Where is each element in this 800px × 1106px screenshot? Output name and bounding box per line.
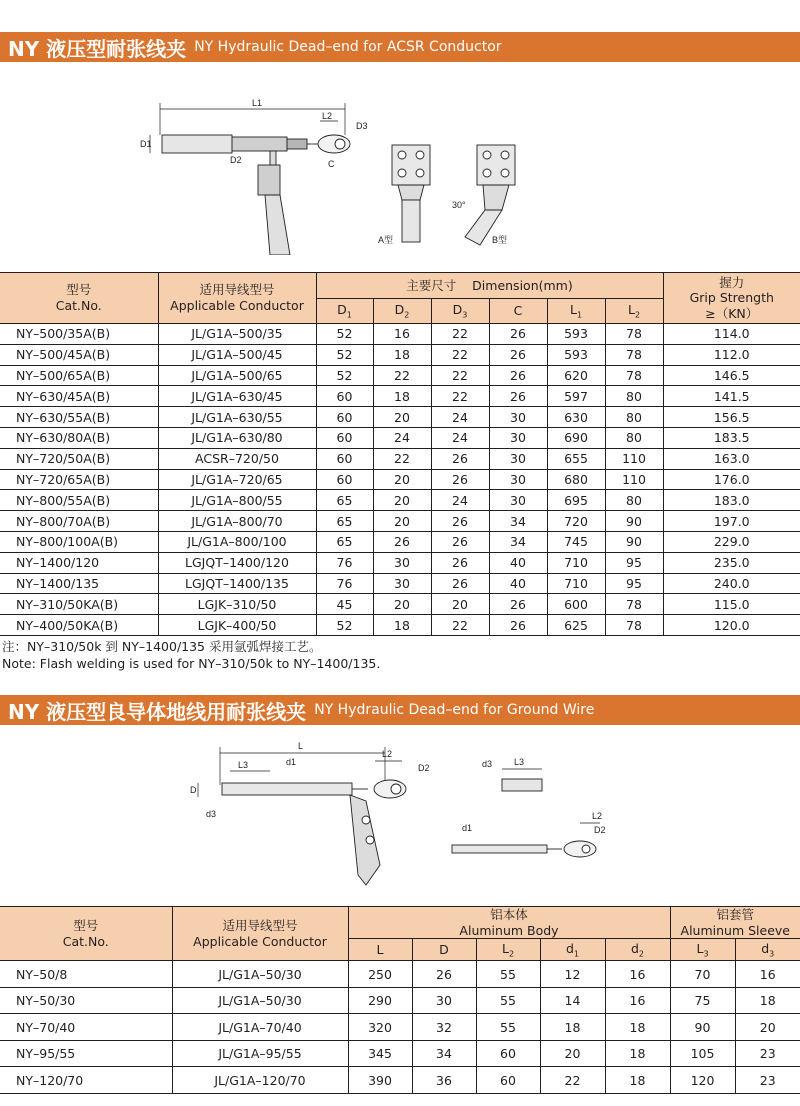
table-cell: 390 [348, 1067, 412, 1094]
table-cell: 18 [735, 987, 800, 1014]
table-cell: 30 [489, 448, 547, 469]
table-cell: 78 [605, 344, 663, 365]
table-cell: 114.0 [663, 324, 800, 345]
table-cell: 80 [605, 407, 663, 428]
table-cell: JL/G1A–95/55 [172, 1040, 348, 1067]
section2-drawing [190, 735, 620, 895]
table-cell: 90 [605, 511, 663, 532]
table-cell: 60 [316, 469, 373, 490]
table-cell: 597 [547, 386, 605, 407]
table-cell: 30 [489, 407, 547, 428]
table-cell: NY–120/70 [0, 1067, 172, 1094]
table-cell: 183.0 [663, 490, 800, 511]
table-cell: NY–50/30 [0, 987, 172, 1014]
table-row [0, 531, 800, 552]
table-cell: 16 [605, 987, 670, 1014]
table-cell: 30 [373, 573, 431, 594]
table-cell: 20 [373, 594, 431, 615]
t2-header-l3: $L_3$ [670, 939, 735, 961]
table-cell: JL/G1A–800/70 [158, 511, 316, 532]
table-ny-acsr [0, 272, 800, 636]
table-row [0, 573, 800, 594]
table-cell: NY–800/70A(B) [0, 511, 158, 532]
table-cell: ACSR–720/50 [158, 448, 316, 469]
drawing2-label-l: L [298, 741, 304, 751]
drawing2-label-l3: L3 [238, 760, 249, 770]
table-cell: 22 [540, 1067, 605, 1094]
table-cell: 60 [316, 427, 373, 448]
table-cell: 90 [605, 531, 663, 552]
table-cell: JL/G1A–500/45 [158, 344, 316, 365]
table-cell: 26 [489, 615, 547, 636]
table-cell: 710 [547, 552, 605, 573]
t2-header-model: 型号 Cat.No. [0, 907, 172, 961]
table-cell: 120.0 [663, 615, 800, 636]
table-cell: 235.0 [663, 552, 800, 573]
t2-header-d3: $d_3$ [735, 939, 800, 961]
table-cell: 55 [476, 1014, 540, 1041]
table-cell: NY–1400/120 [0, 552, 158, 573]
table-cell: 20 [373, 511, 431, 532]
note-zh: 注：NY–310/50k 到 NY–1400/135 采用氩弧焊接工艺。 [2, 639, 322, 654]
table-cell: 24 [431, 490, 489, 511]
table-row [0, 987, 800, 1014]
drawing2-label-d3-sleeve: d3 [482, 759, 493, 769]
table-row [0, 1040, 800, 1067]
t2-header-l2: $L_2$ [476, 939, 540, 961]
drawing1-label-l2: L2 [322, 111, 333, 121]
table-cell: 345 [348, 1040, 412, 1067]
table-cell: 16 [373, 324, 431, 345]
table-cell: NY–630/55A(B) [0, 407, 158, 428]
table-cell: 76 [316, 573, 373, 594]
table-cell: 680 [547, 469, 605, 490]
table-cell: JL/G1A–50/30 [172, 987, 348, 1014]
drawing1-label-angle: 30° [452, 200, 466, 210]
table-cell: 12 [540, 961, 605, 988]
table-cell: NY–400/50KA(B) [0, 615, 158, 636]
table-cell: 22 [373, 365, 431, 386]
table-cell: 163.0 [663, 448, 800, 469]
table-cell: NY–310/50KA(B) [0, 594, 158, 615]
table-cell: 78 [605, 615, 663, 636]
drawing2-label-d2-body: D2 [594, 825, 606, 835]
table-cell: 24 [431, 407, 489, 428]
table-cell: 36 [412, 1067, 476, 1094]
table-cell: 23 [735, 1067, 800, 1094]
table-row [0, 407, 800, 428]
table-cell: 22 [431, 615, 489, 636]
table-cell: 745 [547, 531, 605, 552]
table-cell: JL/G1A–500/65 [158, 365, 316, 386]
table-cell: 24 [373, 427, 431, 448]
table-cell: 26 [489, 344, 547, 365]
table-row [0, 386, 800, 407]
drawing2-label-l2-body: L2 [592, 811, 603, 821]
t2-header-sleeve: 铝套管 Aluminum Sleeve [670, 907, 800, 939]
drawing1-label-type-b: B型 [492, 235, 508, 245]
table-cell: NY–720/50A(B) [0, 448, 158, 469]
table-cell: 695 [547, 490, 605, 511]
table-cell: 40 [489, 573, 547, 594]
table-cell: 78 [605, 365, 663, 386]
table-row [0, 1014, 800, 1041]
table-cell: 115.0 [663, 594, 800, 615]
table-cell: 23 [735, 1040, 800, 1067]
note-en: Note: Flash welding is used for NY–310/50k to NY–1400/135. [2, 656, 381, 671]
table-cell: 34 [412, 1040, 476, 1067]
drawing2-label-l3-sleeve: L3 [514, 757, 525, 767]
table-cell: NY–720/65A(B) [0, 469, 158, 490]
table-cell: 22 [431, 324, 489, 345]
table-cell: 30 [373, 552, 431, 573]
table-cell: 176.0 [663, 469, 800, 490]
section1-banner [0, 32, 800, 62]
table-cell: 60 [316, 407, 373, 428]
table-cell: 34 [489, 511, 547, 532]
header-grip: 握力 Grip Strength ≥（KN） [663, 273, 800, 324]
table-cell: NY–800/55A(B) [0, 490, 158, 511]
table-cell: 32 [412, 1014, 476, 1041]
table-cell: 141.5 [663, 386, 800, 407]
table-cell: 110 [605, 448, 663, 469]
section1-drawing [130, 95, 530, 255]
table-cell: JL/G1A–630/80 [158, 427, 316, 448]
table-cell: NY–500/35A(B) [0, 324, 158, 345]
t2-header-l: L [348, 939, 412, 961]
table-row [0, 427, 800, 448]
table-cell: 183.5 [663, 427, 800, 448]
table-cell: 78 [605, 594, 663, 615]
t2-header-d: D [412, 939, 476, 961]
table-cell: 76 [316, 552, 373, 573]
table-cell: 20 [540, 1040, 605, 1067]
drawing2-label-d: D [190, 785, 197, 795]
section1-title-zh: NY 液压型耐张线夹 [8, 36, 187, 61]
table-cell: 22 [373, 448, 431, 469]
table-row [0, 594, 800, 615]
drawing2-label-d2: D2 [418, 763, 430, 773]
table-cell: LGJQT–1400/135 [158, 573, 316, 594]
drawing2-label-d1: d1 [286, 757, 297, 767]
table-cell: 80 [605, 427, 663, 448]
drawing2-label-d3: d3 [206, 809, 217, 819]
table-cell: 30 [489, 490, 547, 511]
table-cell: NY–70/40 [0, 1014, 172, 1041]
table-cell: NY–95/55 [0, 1040, 172, 1067]
table-cell: 26 [373, 531, 431, 552]
table-cell: 30 [489, 469, 547, 490]
header-d2: $D_2$ [373, 299, 431, 324]
table-row [0, 961, 800, 988]
table-cell: LGJK–400/50 [158, 615, 316, 636]
table-cell: 26 [431, 448, 489, 469]
table-cell: JL/G1A–50/30 [172, 961, 348, 988]
section1-note [2, 638, 380, 672]
table-cell: 52 [316, 324, 373, 345]
table-cell: 18 [605, 1040, 670, 1067]
table-cell: 600 [547, 594, 605, 615]
header-l1: $L_1$ [547, 299, 605, 324]
table-ny-ground-wire [0, 906, 800, 1094]
table-cell: 55 [476, 961, 540, 988]
table-cell: JL/G1A–800/55 [158, 490, 316, 511]
table-cell: 655 [547, 448, 605, 469]
table-cell: 78 [605, 324, 663, 345]
table-cell: 60 [316, 448, 373, 469]
drawing2-label-d1-body: d1 [462, 823, 473, 833]
table-row [0, 552, 800, 573]
table-cell: 30 [489, 427, 547, 448]
table-cell: JL/G1A–500/35 [158, 324, 316, 345]
drawing1-label-type-a: A型 [378, 235, 394, 245]
table-cell: 95 [605, 552, 663, 573]
table-cell: 630 [547, 407, 605, 428]
table-cell: 22 [431, 365, 489, 386]
table-cell: 290 [348, 987, 412, 1014]
table-row [0, 490, 800, 511]
table-cell: JL/G1A–70/40 [172, 1014, 348, 1041]
table-cell: 60 [316, 386, 373, 407]
table-cell: 90 [670, 1014, 735, 1041]
table-cell: 16 [605, 961, 670, 988]
table-cell: 55 [476, 987, 540, 1014]
table-cell: 20 [373, 490, 431, 511]
table-cell: 80 [605, 490, 663, 511]
table-cell: 18 [605, 1014, 670, 1041]
table-cell: NY–500/65A(B) [0, 365, 158, 386]
t2-header-d1: $d_1$ [540, 939, 605, 961]
table-cell: 620 [547, 365, 605, 386]
table-cell: 80 [605, 386, 663, 407]
table-cell: 593 [547, 324, 605, 345]
table-cell: 112.0 [663, 344, 800, 365]
header-l2: $L_2$ [605, 299, 663, 324]
table-cell: 65 [316, 531, 373, 552]
table-cell: 18 [540, 1014, 605, 1041]
table-cell: 26 [431, 511, 489, 532]
table-cell: LGJK–310/50 [158, 594, 316, 615]
header-conductor: 适用导线型号 Applicable Conductor [158, 273, 316, 324]
table-cell: 75 [670, 987, 735, 1014]
table-cell: 20 [431, 594, 489, 615]
table-cell: 20 [373, 469, 431, 490]
table-row [0, 615, 800, 636]
table-cell: 625 [547, 615, 605, 636]
table-row [0, 511, 800, 532]
table-cell: 720 [547, 511, 605, 532]
table-cell: 65 [316, 511, 373, 532]
drawing1-label-d1: D1 [140, 139, 152, 149]
table-cell: NY–630/80A(B) [0, 427, 158, 448]
table-cell: 26 [489, 365, 547, 386]
table-cell: 95 [605, 573, 663, 594]
header-dimension: 主要尺寸 Dimension(mm) [316, 273, 663, 299]
section1-title-en: NY Hydraulic Dead–end for ACSR Conductor [194, 39, 502, 55]
table-row [0, 365, 800, 386]
section2-banner [0, 695, 800, 725]
drawing1-label-d3: D3 [356, 121, 368, 131]
table-cell: 70 [670, 961, 735, 988]
drawing1-label-d2: D2 [230, 155, 242, 165]
table-row [0, 469, 800, 490]
table-cell: 156.5 [663, 407, 800, 428]
table-row [0, 448, 800, 469]
table-cell: NY–500/45A(B) [0, 344, 158, 365]
table-cell: 250 [348, 961, 412, 988]
table-cell: 26 [489, 386, 547, 407]
table-cell: JL/G1A–630/55 [158, 407, 316, 428]
table-cell: 20 [735, 1014, 800, 1041]
table-cell: 593 [547, 344, 605, 365]
table-row [0, 1067, 800, 1094]
table-cell: JL/G1A–800/100 [158, 531, 316, 552]
table-cell: LGJQT–1400/120 [158, 552, 316, 573]
table-cell: NY–800/100A(B) [0, 531, 158, 552]
table-cell: 690 [547, 427, 605, 448]
table-cell: NY–630/45A(B) [0, 386, 158, 407]
t2-header-conductor: 适用导线型号 Applicable Conductor [172, 907, 348, 961]
table-cell: 65 [316, 490, 373, 511]
table-cell: 26 [489, 324, 547, 345]
table-cell: JL/G1A–630/45 [158, 386, 316, 407]
table-cell: 197.0 [663, 511, 800, 532]
table-cell: 26 [431, 573, 489, 594]
table-cell: 146.5 [663, 365, 800, 386]
table-cell: 24 [431, 427, 489, 448]
t2-header-body: 铝本体 Aluminum Body [348, 907, 670, 939]
table-cell: 26 [431, 531, 489, 552]
table-cell: 26 [489, 594, 547, 615]
table-cell: 18 [605, 1067, 670, 1094]
table-cell: 14 [540, 987, 605, 1014]
table-cell: 52 [316, 365, 373, 386]
table-cell: 34 [489, 531, 547, 552]
table-cell: 26 [431, 552, 489, 573]
table-cell: 229.0 [663, 531, 800, 552]
table-cell: 26 [412, 961, 476, 988]
table-cell: 18 [373, 615, 431, 636]
header-d3: $D_3$ [431, 299, 489, 324]
drawing1-label-l1: L1 [252, 98, 263, 108]
table-cell: NY–1400/135 [0, 573, 158, 594]
table-cell: 110 [605, 469, 663, 490]
t2-header-d2: $d_2$ [605, 939, 670, 961]
drawing1-label-c: C [328, 159, 335, 169]
table-cell: 60 [476, 1040, 540, 1067]
header-d1: $D_1$ [316, 299, 373, 324]
table-cell: 22 [431, 344, 489, 365]
table-cell: JL/G1A–720/65 [158, 469, 316, 490]
table-cell: 18 [373, 344, 431, 365]
header-model: 型号 Cat.No. [0, 273, 158, 324]
table-cell: 18 [373, 386, 431, 407]
table-cell: 710 [547, 573, 605, 594]
table-cell: 60 [476, 1067, 540, 1094]
table-cell: 120 [670, 1067, 735, 1094]
table-cell: 105 [670, 1040, 735, 1067]
table-cell: JL/G1A–120/70 [172, 1067, 348, 1094]
table-cell: NY–50/8 [0, 961, 172, 988]
table-cell: 52 [316, 615, 373, 636]
drawing2-label-l2: L2 [382, 749, 393, 759]
table-cell: 20 [373, 407, 431, 428]
section2-title-zh: NY 液压型良导体地线用耐张线夹 [8, 699, 307, 724]
header-c: C [489, 299, 547, 324]
table-cell: 52 [316, 344, 373, 365]
table-cell: 16 [735, 961, 800, 988]
table-row [0, 344, 800, 365]
table-cell: 45 [316, 594, 373, 615]
table-cell: 40 [489, 552, 547, 573]
table-cell: 26 [431, 469, 489, 490]
table-row [0, 324, 800, 345]
table-cell: 30 [412, 987, 476, 1014]
table-cell: 240.0 [663, 573, 800, 594]
table-cell: 22 [431, 386, 489, 407]
table-cell: 320 [348, 1014, 412, 1041]
section2-title-en: NY Hydraulic Dead–end for Ground Wire [314, 702, 595, 718]
